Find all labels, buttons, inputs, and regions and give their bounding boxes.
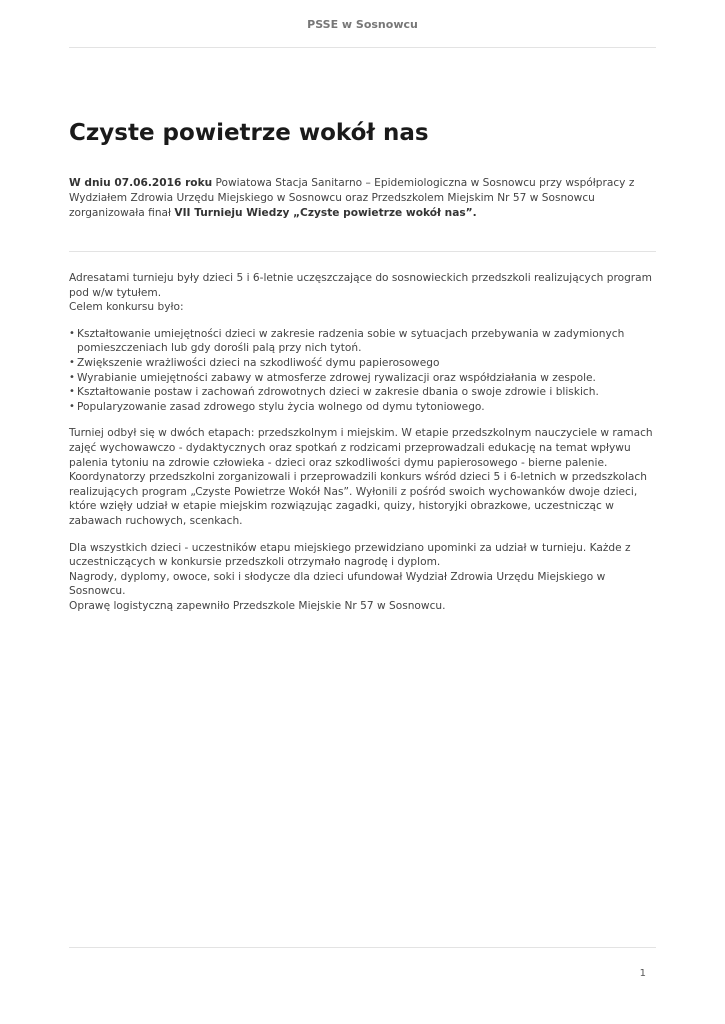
list-item: • Zwiększenie wrażliwości dzieci na szkodliwość dymu papierosowego [69, 356, 440, 369]
bullet-icon: • [69, 400, 75, 412]
goals-list [69, 327, 659, 415]
sponsors-paragraph: Nagrody, dyplomy, owoce, soki i słodycze dla dzieci ufundował Wydział Zdrowia Urzędu Miejskiego w Sosnowcu. [69, 570, 606, 598]
bullet-icon: • [69, 327, 75, 339]
stages-paragraph: Turniej odbył się w dwóch etapach: przedszkolnym i miejskim. W etapie przedszkolnym nauczyciele w ramach zajęć wychowawczo - dydaktycznych oraz spotkań z rodzicami przeprowadzali edukację na temat wpływu palenia tytoniu na zdrowie człowieka - dzieci oraz szkodliwości dymu papierosowego - bierne palenie. Koordynatorzy przedszkolni zorganizowali i przeprowadzili konkurs wśród dzieci 5 i 6-letnich w przedszkolach realizujących program „Czyste Powietrze Wokół Nas”. Wyłonili z pośród swoich wychowanków dwoje dzieci, które wzięły udział w etapie miejskim rozwiązując zagadki, quizy, historyjki obrazkowe, uczestnicząc w zabawach ruchowych, scenkach. [69, 427, 653, 527]
closing-paragraph: Dla wszystkich dzieci - uczestników etapu miejskiego przewidziano upominki za udział w turnieju. Każde z uczestniczących w konkursie przedszkoli otrzymało nagrodę i dyplom. [69, 541, 631, 569]
content-divider [69, 251, 656, 252]
logistics-paragraph: Oprawę logistyczną zapewniło Przedszkole Miejskie Nr 57 w Sosnowcu. [69, 599, 446, 612]
site-header: PSSE w Sosnowcu [307, 18, 418, 31]
header-divider [69, 47, 656, 48]
goals-heading: Celem konkursu było: [69, 301, 184, 314]
bullet-icon: • [69, 356, 75, 368]
list-item: • Kształtowanie postaw i zachowań zdrowotnych dzieci w zakresie dbania o swoje zdrowie i bliskich. [69, 386, 599, 399]
lead-date: W dniu 07.06.2016 roku [69, 177, 213, 189]
page-number: 1 [639, 968, 646, 979]
article-title: Czyste powietrze wokół nas [69, 120, 429, 146]
list-item: • Wyrabianie umiejętności zabawy w atmosferze zdrowej rywalizacji oraz współdziałania w zespole. [69, 371, 596, 384]
lead-text: Powiatowa Stacja Sanitarno – Epidemiologiczna w Sosnowcu przy współpracy z Wydziałem Zdrowia Urzędu Miejskiego w Sosnowcu oraz Przedszkolem Miejskim Nr 57 w Sosnowcu zorganizowała finał [69, 177, 635, 219]
bullet-icon: • [69, 371, 75, 383]
article-lead [69, 176, 661, 221]
intro-paragraph: Adresatami turnieju były dzieci 5 i 6-letnie uczęszczające do sosnowieckich przedszkoli realizujących program pod w/w tytułem. [69, 272, 652, 299]
lead-event-name: VII Turnieju Wiedzy „Czyste powietrze wokół nas”. [174, 207, 477, 219]
footer-divider [69, 947, 656, 948]
article-body [69, 271, 659, 613]
list-item: • Popularyzowanie zasad zdrowego stylu życia wolnego od dymu tytoniowego. [69, 400, 485, 413]
bullet-icon: • [69, 386, 75, 398]
list-item: • Kształtowanie umiejętności dzieci w zakresie radzenia sobie w sytuacjach przebywania w zadymionych pomieszczeniach lub gdy dorośli palą przy nich tytoń. [69, 327, 625, 355]
